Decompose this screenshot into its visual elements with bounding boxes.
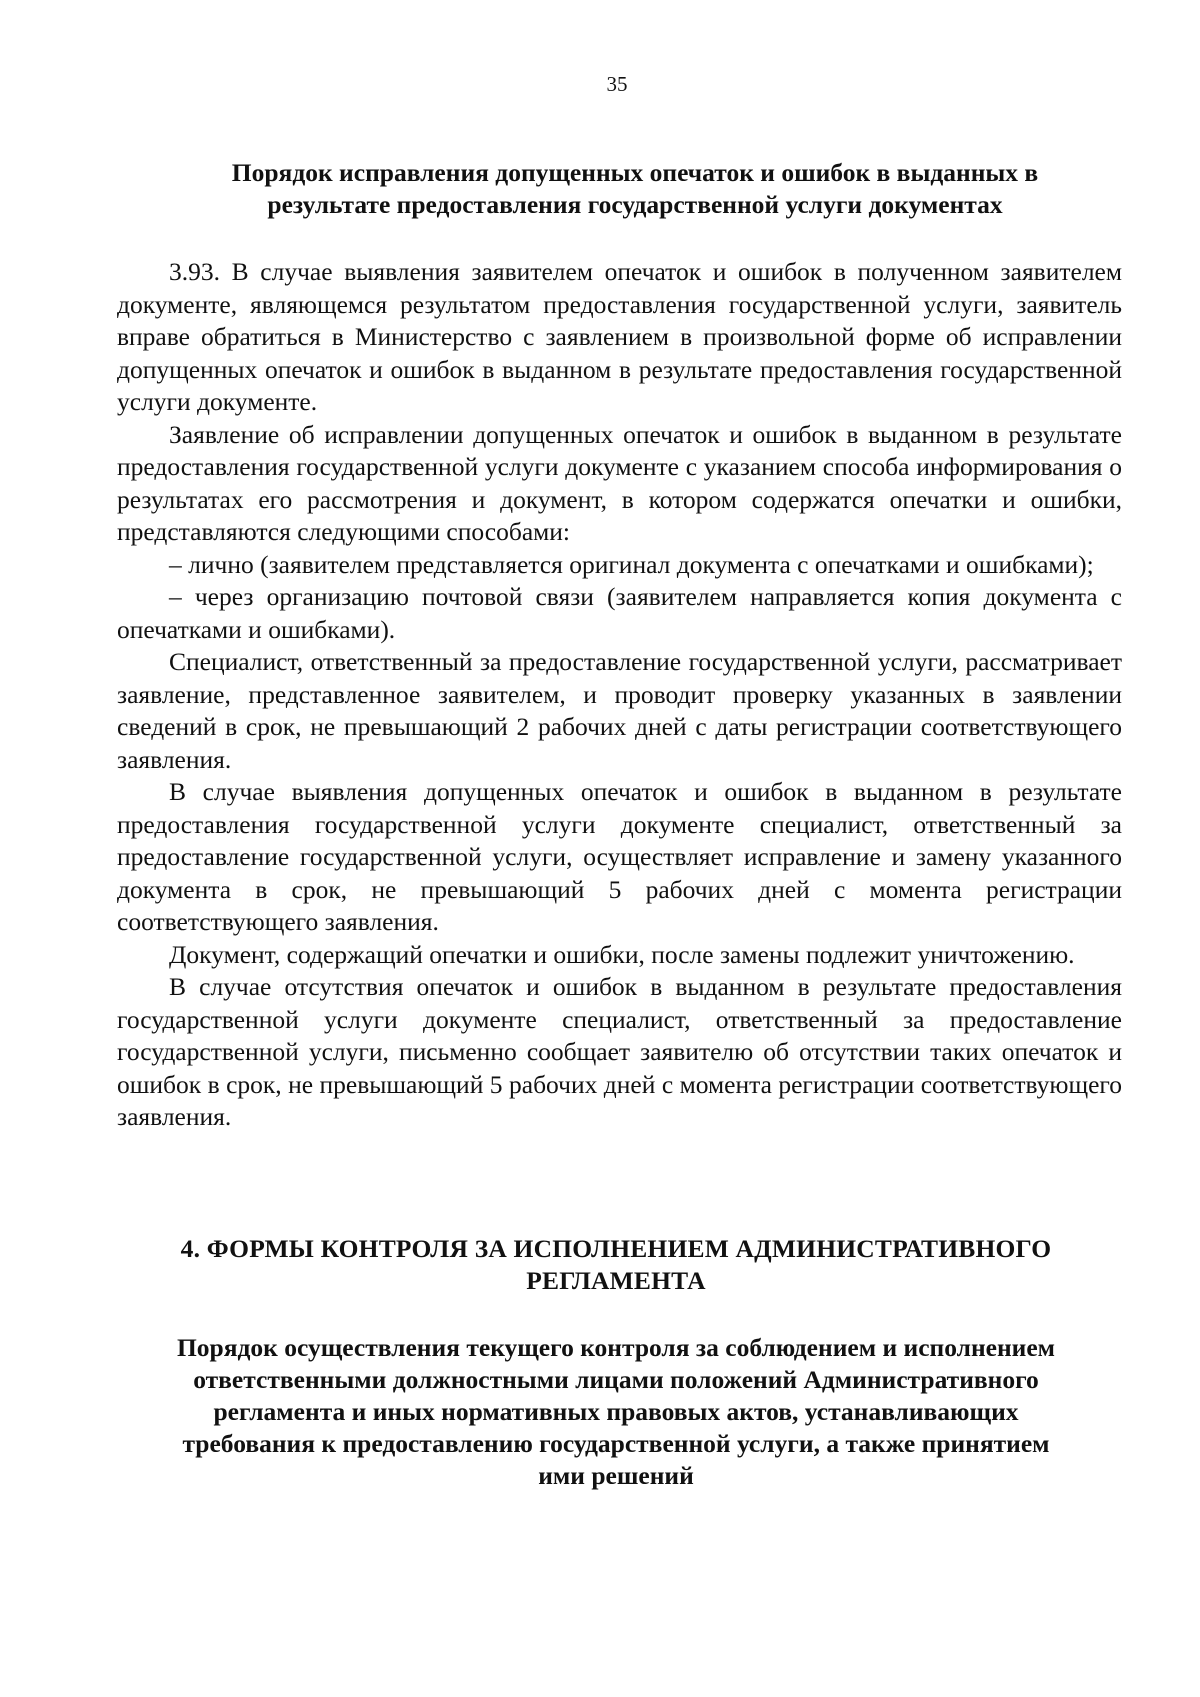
- section-4-heading: [110, 1233, 1122, 1297]
- heading-line: ими решений: [538, 1461, 694, 1490]
- paragraph-no-errors: В случае отсутствия опечаток и ошибок в выданном в результате предоставления государственной услуги документе специалист, ответственный за предоставление государственной услуги, письменно сообщает заявителю об отсутствии таких опечаток и ошибок в срок, не превышающий 5 рабочих дней с момента регистрации соответствующего заявления.: [117, 972, 1122, 1131]
- heading-line: результате предоставления государственной услуги документах: [267, 190, 1003, 219]
- heading-line: РЕГЛАМЕНТА: [526, 1266, 706, 1295]
- paragraph-correction: В случае выявления допущенных опечаток и ошибок в выданном в результате предоставления государственной услуги документе специалист, ответственный за предоставление государственной услуги, осуществляет исправление и замену указанного документа в срок, не превышающий 5 рабочих дней с момента регистрации соответствующего заявления.: [117, 777, 1122, 936]
- heading-line: Порядок осуществления текущего контроля за соблюдением и исполнением: [176, 1333, 1056, 1362]
- typos-correction-heading: [150, 157, 1120, 221]
- list-item-in-person: – лично (заявителем представляется оригинал документа с опечатками и ошибками);: [169, 549, 1094, 579]
- paragraph-application-methods: Заявление об исправлении допущенных опечаток и ошибок в выданном в результате предоставления государственной услуги документе с указанием способа информирования о результатах его рассмотрения и документ, в котором содержатся опечатки и ошибки, представляются следующими способами:: [117, 419, 1122, 546]
- paragraph-3-93: 3.93. В случае выявления заявителем опечаток и ошибок в полученном заявителем документе, являющемся результатом предоставления государственной услуги, заявитель вправе обратиться в Министерство с заявлением в произвольной форме об исправлении допущенных опечаток и ошибок в выданном в результате предоставления государственной услуги документе.: [117, 257, 1122, 416]
- heading-line: 4. ФОРМЫ КОНТРОЛЯ ЗА ИСПОЛНЕНИЕМ АДМИНИСТРАТИВНОГО: [180, 1234, 1052, 1263]
- page-number: 35: [606, 72, 628, 96]
- heading-line: регламента и иных нормативных правовых актов, устанавливающих: [213, 1397, 1019, 1426]
- heading-line: ответственными должностными лицами положений Административного: [193, 1365, 1039, 1394]
- list-item-postal: – через организацию почтовой связи (заявителем направляется копия документа с опечатками и ошибками).: [117, 582, 1122, 644]
- paragraph-destruction: Документ, содержащий опечатки и ошибки, после замены подлежит уничтожению.: [169, 939, 1075, 969]
- paragraph-review: Специалист, ответственный за предоставление государственной услуги, рассматривает заявление, представленное заявителем, и проводит проверку указанных в заявлении сведений в срок, не превышающий 2 рабочих дней с даты регистрации соответствующего заявления.: [117, 647, 1122, 774]
- heading-line: Порядок исправления допущенных опечаток и ошибок в выданных в: [231, 158, 1039, 187]
- current-control-heading: [110, 1332, 1122, 1492]
- heading-line: требования к предоставлению государственной услуги, а также принятием: [182, 1429, 1050, 1458]
- typos-correction-body: [117, 256, 1122, 1134]
